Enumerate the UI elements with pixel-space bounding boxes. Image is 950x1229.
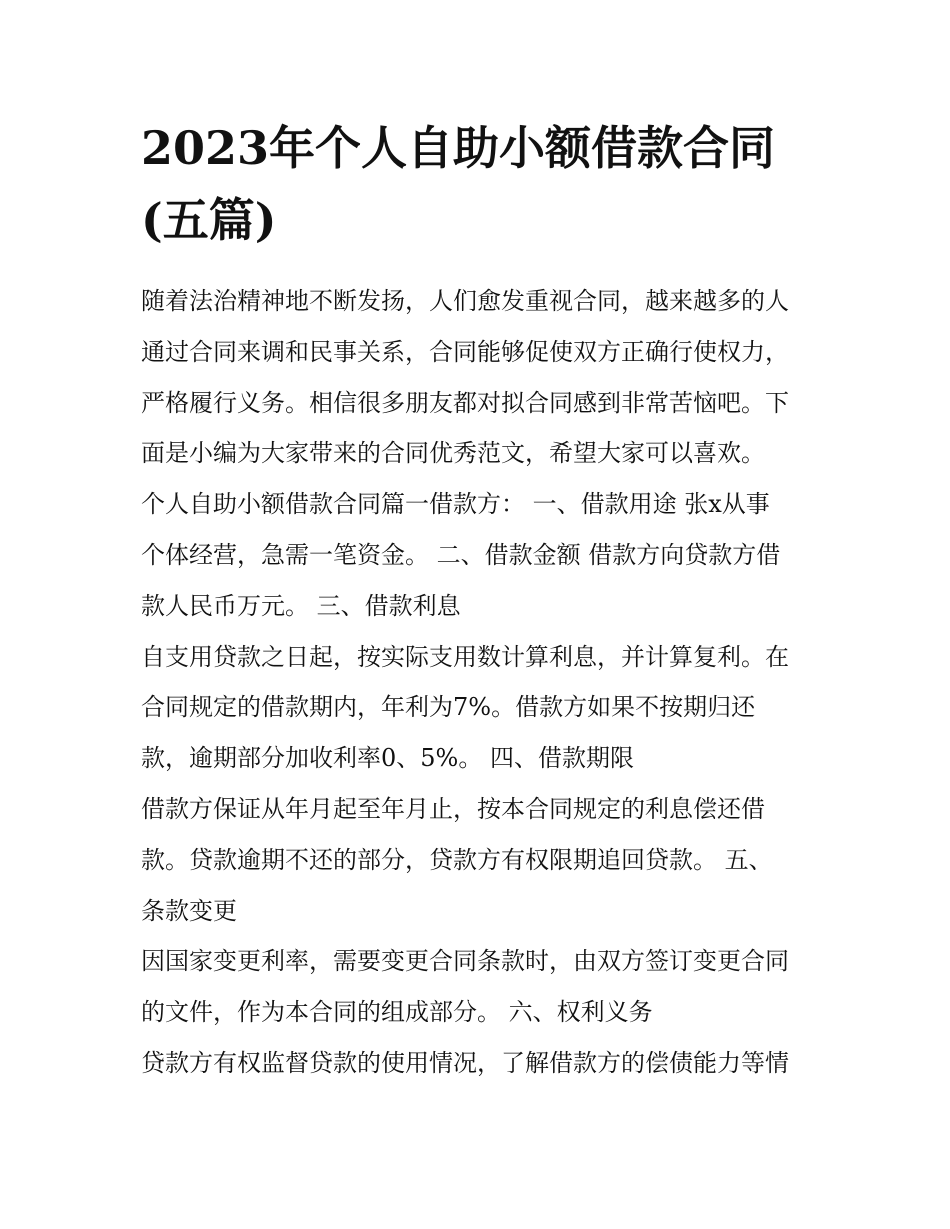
text-line: 个体经营，急需一笔资金。 二、借款金额 借款方向贷款方借 [141,540,781,569]
text-line: 条款变更 [141,896,237,925]
text-line: 贷款方有权监督贷款的使用情况，了解借款方的偿债能力等情 [141,1048,789,1077]
text-line: 借款方保证从年月起至年月止，按本合同规定的利息偿还借 [141,794,765,823]
text-line: 个人自助小额借款合同篇一借款方： 一、借款用途 张x从事 [141,490,770,519]
text-line: 随着法治精神地不断发扬，人们愈发重视合同，越来越多的人 [141,287,789,315]
text-line: 通过合同来调和民事关系，合同能够促使双方正确行使权力， [141,337,789,366]
document-title [141,112,816,256]
text-line: 因国家变更利率，需要变更合同条款时，由双方签订变更合同 [141,947,789,976]
text-line: 合同规定的借款期内，年利为7%。借款方如果不按期归还 [141,693,756,722]
text-line: 款，逾期部分加收利率0、5%。 四、借款期限 [141,744,634,773]
title-line-1: 2023年个人自助小额借款合同 [141,121,776,175]
text-line: 自支用贷款之日起，按实际支用数计算利息，并计算复利。在 [141,642,789,671]
text-line: 的文件，作为本合同的组成部分。 六、权利义务 [141,998,653,1027]
text-line: 面是小编为大家带来的合同优秀范文，希望大家可以喜欢。 [141,439,765,468]
text-line: 款。贷款逾期不还的部分，贷款方有权限期追回贷款。 五、 [141,845,773,874]
text-line: 款人民币万元。 三、借款利息 [141,591,461,620]
title-line-2: (五篇) [141,193,277,247]
text-line: 严格履行义务。相信很多朋友都对拟合同感到非常苦恼吧。下 [141,388,789,417]
document-body [141,276,816,1089]
document-page [141,112,816,1089]
